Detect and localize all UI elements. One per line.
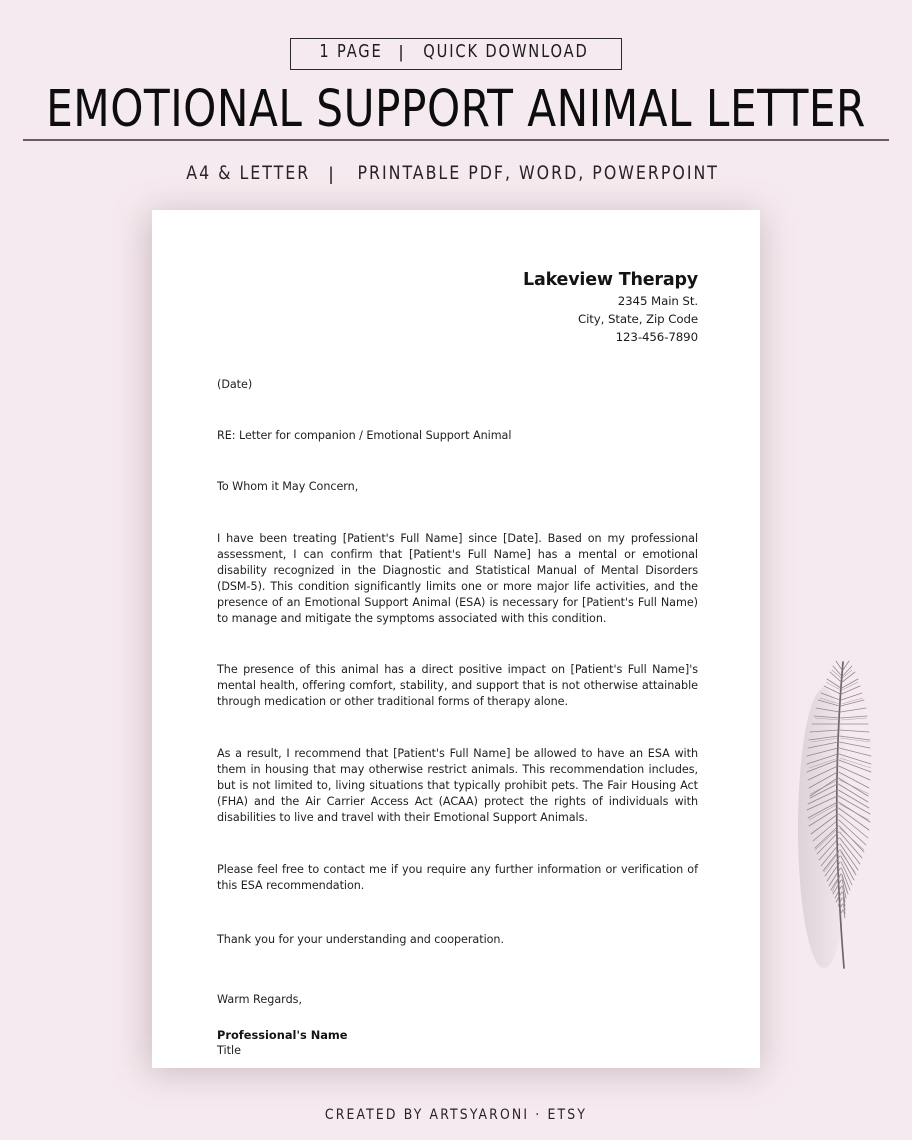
feather-icon: [780, 648, 900, 978]
subtitle-filetypes: PRINTABLE PDF, WORD, POWERPOINT: [357, 163, 720, 185]
subtitle-container: [0, 163, 912, 185]
page-count-badge: [290, 38, 622, 70]
letter-paragraph: Thank you for your understanding and cooperation.: [217, 933, 504, 947]
page-title: EMOTIONAL SUPPORT ANIMAL LETTER: [46, 78, 866, 138]
signature-name: Professional's Name: [217, 1028, 348, 1043]
creator-credit: CREATED BY ARTSYARONI · ETSY: [324, 1107, 588, 1123]
letter-salutation: To Whom it May Concern,: [217, 480, 359, 493]
letter-document-preview: [152, 210, 760, 1068]
title-block: [0, 78, 912, 141]
letter-paragraph: The presence of this animal has a direct positive impact on [Patient's Full Name]'s mental health, offering comfort, stability, and support that is not otherwise attainable through medication or other traditional forms of therapy alone.: [217, 663, 698, 709]
title-underline-rule: [23, 139, 889, 141]
footer: [0, 1106, 912, 1124]
letter-paragraph: Please feel free to contact me if you require any further information or verification of this ESA recommendation.: [217, 863, 698, 893]
badge-quick-download: QUICK DOWNLOAD: [423, 42, 589, 62]
letter-body: [217, 378, 698, 1057]
listing-header: [0, 0, 912, 185]
subtitle-formats: A4 & LETTER: [186, 163, 311, 185]
letter-closing: Warm Regards,: [217, 993, 303, 1007]
badge-container: [0, 38, 912, 70]
signature-title: Title: [217, 1044, 241, 1058]
badge-page-count: 1 PAGE: [319, 42, 383, 62]
practice-name: Lakeview Therapy: [523, 270, 698, 290]
practice-city: City, State, Zip Code: [577, 312, 698, 326]
badge-separator: |: [398, 42, 404, 62]
subtitle-separator: |: [328, 162, 334, 184]
letter-paragraph: As a result, I recommend that [Patient's Full Name] be allowed to have an ESA with them in housing that may otherwise restrict animals. This recommendation includes, but is not limited to, living situations that typically prohibit pets. The Fair Housing Act (FHA) and the Air Carrier Access Act (ACAA) protect the rights of individuals with disabilities to live and travel with their Emotional Support Animals.: [217, 747, 698, 825]
practice-street: 2345 Main St.: [617, 294, 698, 308]
letter-paragraph: I have been treating [Patient's Full Name] since [Date]. Based on my professional assessment, I can confirm that [Patient's Full Name] has a mental or emotional disability recognized in the Diagnostic and Statistical Manual of Mental Disorders (DSM-5). This condition significantly limits one or more major life activities, and the presence of an Emotional Support Animal (ESA) is necessary for [Patient's Full Name) to manage and mitigate the symptoms associated with this condition.: [217, 532, 698, 626]
letterhead: [152, 270, 698, 344]
letter-date: (Date): [217, 378, 253, 391]
practice-phone: 123-456-7890: [615, 330, 698, 344]
letter-subject: RE: Letter for companion / Emotional Support Animal: [217, 429, 512, 442]
